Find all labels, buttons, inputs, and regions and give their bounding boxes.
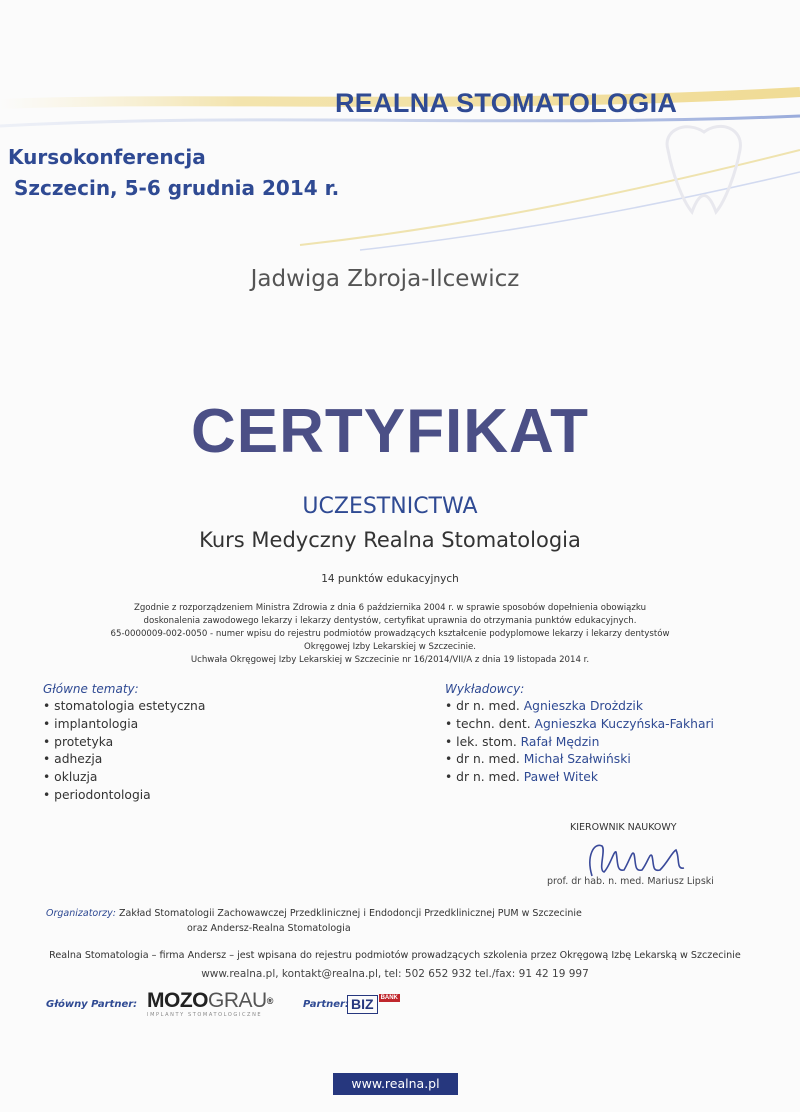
lecturer-item bbox=[445, 734, 714, 752]
lecturer-degree: dr n. med. bbox=[456, 770, 520, 785]
topic-item: • stomatologia estetyczna bbox=[43, 698, 205, 716]
topic-item: • protetyka bbox=[43, 734, 205, 752]
certificate-subheading: UCZESTNICTWA bbox=[302, 494, 478, 519]
signature-icon bbox=[580, 836, 710, 880]
legal-line: Uchwała Okręgowej Izby Lekarskiej w Szczecinie nr 16/2014/VII/A z dnia 19 listopada 2014 r. bbox=[190, 655, 590, 665]
lecturer-degree: lek. stom. bbox=[456, 734, 517, 749]
lecturer-degree: dr n. med. bbox=[456, 752, 520, 767]
biz-logo-text: BIZ bbox=[347, 995, 378, 1014]
lecturer-name: Rafał Mędzin bbox=[520, 734, 600, 749]
lecturer-degree: techn. dent. bbox=[456, 716, 531, 731]
lecturer-item bbox=[445, 716, 714, 734]
partner-label: Partner: bbox=[303, 999, 349, 1010]
header-swoosh-decoration bbox=[0, 0, 800, 260]
lecturers-list bbox=[445, 698, 714, 787]
topics-title: Główne tematy: bbox=[43, 682, 139, 696]
legal-line: doskonalenia zawodowego lekarzy i lekarzy dentystów, certyfikat uprawnia do otrzymania punktów edukacyjnych. bbox=[143, 616, 637, 626]
lecturer-item bbox=[445, 698, 714, 716]
lecturers-title: Wykładowcy: bbox=[445, 682, 525, 696]
legal-notice bbox=[50, 602, 730, 667]
lecturer-name: Agnieszka Drożdzik bbox=[523, 699, 643, 713]
organizers bbox=[46, 906, 582, 936]
lecturer-name: Agnieszka Kuczyńska-Fakhari bbox=[534, 716, 714, 731]
topic-item: • adhezja bbox=[43, 751, 205, 769]
legal-line: 65-0000009-002-0050 - numer wpisu do rejestru podmiotów prowadzących kształcenie podyplomowe lekarzy i lekarzy dentystów bbox=[110, 629, 670, 639]
topics-list bbox=[43, 698, 205, 805]
mozograu-logo-part-a: MOZO bbox=[147, 989, 208, 1012]
lecturers-section bbox=[445, 682, 714, 787]
event-place-date: Szczecin, 5-6 grudnia 2014 r. bbox=[14, 176, 340, 200]
event-title: Kursokonferencja bbox=[8, 145, 206, 169]
certificate-heading: CERTYFIKAT bbox=[190, 397, 590, 466]
lecturer-degree: dr n. med. bbox=[456, 699, 520, 713]
biz-bank-badge: BANK bbox=[380, 995, 398, 1001]
topic-item: • implantologia bbox=[43, 716, 205, 734]
mozograu-tagline: IMPLANTY STOMATOLOGICZNE bbox=[147, 1012, 263, 1018]
organizers-line1: Zakład Stomatologii Zachowawczej Przedklinicznej i Endodoncji Przedklinicznej PUM w Szczecinie bbox=[119, 908, 582, 919]
legal-line: Zgodnie z rozporządzeniem Ministra Zdrowia z dnia 6 października 2004 r. w sprawie sposobów dopełnienia obowiązku bbox=[133, 603, 647, 613]
supervisor-name: prof. dr hab. n. med. Mariusz Lipski bbox=[547, 876, 714, 887]
topic-item: • periodontologia bbox=[43, 787, 205, 805]
topics-section bbox=[43, 682, 205, 805]
organizers-line2: oraz Andersz-Realna Stomatologia bbox=[187, 923, 351, 934]
contact-info: www.realna.pl, kontakt@realna.pl, tel: 502 652 932 tel./fax: 91 42 19 997 bbox=[201, 968, 589, 980]
topic-item: • okluzja bbox=[43, 769, 205, 787]
lecturer-name: Paweł Witek bbox=[523, 770, 598, 785]
legal-line: Okręgowej Izby Lekarskiej w Szczecinie. bbox=[303, 642, 477, 652]
course-name: Kurs Medyczny Realna Stomatologia bbox=[199, 528, 581, 552]
biz-bank-logo bbox=[347, 994, 417, 1016]
footer-url-bar: www.realna.pl bbox=[333, 1073, 458, 1095]
main-partner-label: Główny Partner: bbox=[46, 999, 138, 1010]
organizers-label: Organizatorzy: bbox=[46, 908, 116, 919]
mozograu-logo: MOZOGRAU® IMPLANTY STOMATOLOGICZNE bbox=[147, 990, 287, 1020]
brand-title: REALNA STOMATOLOGIA bbox=[335, 88, 678, 118]
lecturer-name: Michał Szałwiński bbox=[523, 752, 631, 767]
supervisor-title: KIEROWNIK NAUKOWY bbox=[570, 822, 677, 833]
lecturer-item bbox=[445, 751, 714, 769]
registry-notice: Realna Stomatologia – firma Andersz – jest wpisana do rejestru podmiotów prowadzących szkolenia przez Okręgową Izbę Lekarską w Szczecinie bbox=[49, 950, 741, 961]
mozograu-logo-part-b: GRAU bbox=[208, 989, 267, 1012]
education-points: 14 punktów edukacyjnych bbox=[321, 573, 459, 585]
event-info bbox=[8, 142, 339, 204]
lecturer-item bbox=[445, 769, 714, 787]
participant-name: Jadwiga Zbroja-Ilcewicz bbox=[250, 266, 520, 292]
